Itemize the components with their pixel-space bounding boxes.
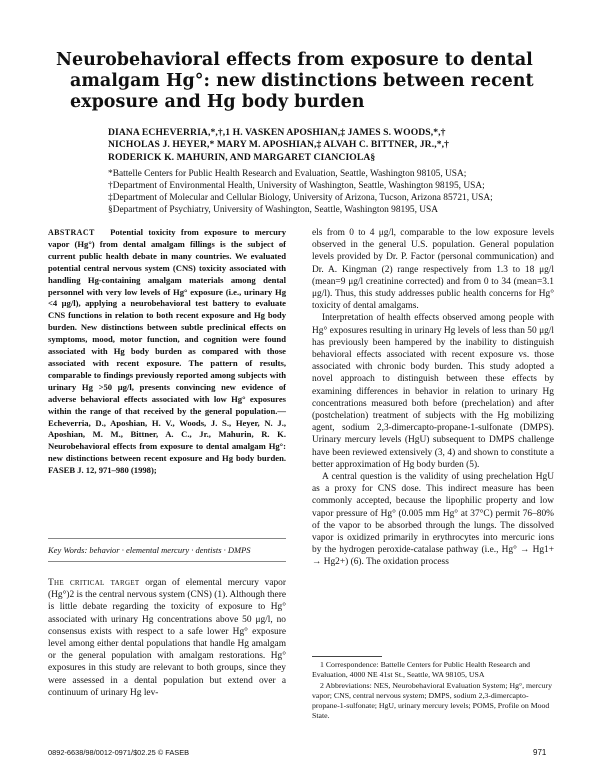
right-column [312, 227, 554, 569]
keywords: Key Words: behavior · elemental mercury · dentists · DMPS [48, 545, 251, 555]
article-title [56, 50, 536, 113]
abstract [48, 227, 286, 477]
page-number: 971 [533, 748, 547, 757]
paragraph-1: els from 0 to 4 μg/l, comparable to the low exposure levels observed in the general U.S. population. General population levels provided by Dr. P. Factor (personal communication) and Dr. A. Kingman (2) range respectively from 1.3 to 18 μg/l (mean=9 μg/l creatinine corrected) and from 0 to 34 (mean=3.1 μg/l). Thus, this study addresses public health concerns for Hg° toxicity of dental amalgams. [312, 228, 554, 312]
affiliations [108, 168, 568, 216]
author-list [108, 127, 548, 164]
affiliation-battelle: *Battelle Centers for Public Health Research and Evaluation, Seattle, Washington 98105, USA; [108, 169, 467, 179]
title-line-3: exposure and Hg body burden [70, 92, 365, 112]
intro-text: organ of elemental mercury vapor (Hg°)2 is the central nervous system (CNS) (1). Although there is little debate regarding the toxicity of exposure to Hg° associated with urinary Hg concentrations above 50 μg/l, no consensus exists with respect to a safe lower Hg° exposure level among either dental populations that handle Hg amalgam or the general population with amalgam restorations. Hg° exposures in this study are relevant to both groups, since they were assessed in a dental population but extend over a continuum of urinary Hg lev- [48, 578, 286, 698]
footnote-1: 1 Correspondence: Battelle Centers for Public Health Research and Evaluation, 4000 NE 41st St., Seattle, WA 98105, USA [312, 660, 531, 679]
abstract-text: Potential toxicity from exposure to mercury vapor (Hg°) from dental amalgam fillings is the subject of current public health debate in many countries. We evaluated potential central nervous system (CNS) toxicity associated with handling Hg-containing amalgam materials among dental personnel with very low levels of Hg° exposure (i.e., urinary Hg <4 μg/l), applying a neurobehavioral test battery to evaluate CNS functions in relation to both recent exposure and Hg body burden. New distinctions between subtle preclinical effects on symptoms, mood, motor function, and cognition were found associated with Hg body burden as compared with those associated with recent exposure. The pattern of results, comparable to findings previously reported among subjects with urinary Hg >50 μg/l, presents convincing new evidence of adverse behavioral effects associated with low Hg° exposures within the range of that received by the general population.—Echeverria, D., Aposhian, H. V., Woods, J. S., Heyer, N. J., Aposhian, M. M., Bittner, A. C., Jr., Mahurin, R. K. Neurobehavioral effects from exposure to dental amalgam Hg°: new distinctions between recent exposure and Hg body burden. FASEB J. 12, 971–980 (1998); [48, 227, 286, 476]
intro-paragraph [48, 577, 286, 699]
divider-bottom [48, 561, 286, 562]
paragraph-3: A central question is the validity of using prechelation HgU as a proxy for CNS dose. This indirect measure has been commonly accepted, because the lipophilic property and low vapor pressure of Hg° (0.005 mm Hg° at 37°C) permit 76–80% of the vapor to be absorbed through the lungs. The dissolved vapor is oxidized primarily in erythrocytes into mercuric ions by the hydrogen peroxide-catalase pathway (i.e., Hg° → Hg1+ → Hg2+) (6). The oxidation process [312, 472, 554, 568]
affiliation-env-health: †Department of Environmental Health, University of Washington, Seattle, Washington 98195, USA; [108, 181, 485, 191]
author-line-3: RODERICK K. MAHURIN, AND MARGARET CIANCIOLA§ [108, 151, 376, 163]
abstract-label: ABSTRACT [48, 228, 95, 237]
issn-copyright: 0892-6638/98/0012-0971/$02.25 © FASEB [48, 748, 190, 757]
intro-lead: The critical target [48, 578, 140, 588]
title-line-1: Neurobehavioral effects from exposure to dental [56, 50, 533, 70]
affiliation-arizona: ‡Department of Molecular and Cellular Biology, University of Arizona, Tucson, Arizona 85721, USA; [108, 193, 493, 203]
footnotes [312, 660, 554, 722]
author-line-1: DIANA ECHEVERRIA,*,†,1 H. VASKEN APOSHIAN,‡ JAMES S. WOODS,*,† [108, 127, 446, 138]
footnote-rule [312, 656, 382, 657]
affiliation-psychiatry: §Department of Psychiatry, University of Washington, Seattle, Washington 98195, USA [108, 205, 439, 215]
paragraph-2: Interpretation of health effects observed among people with Hg° exposures resulting in urinary Hg levels of less than 50 μg/l has previously been hampered by the inability to distinguish behavioral effects associated with recent exposure vs. those associated with chronic body burden. This study adopted a novel approach to distinguish between these effects by examining differences in behavior in relation to urinary Hg concentrations measured both before (prechelation) and after (postchelation) treatment of subjects with the Hg mobilizing agent, sodium 2,3-dimercapto-propane-1-sulfonate (DMPS). Urinary mercury levels (HgU) subsequent to DMPS challenge have been reviewed extensively (3, 4) and shown to constitute a better approximation of Hg body burden (5). [312, 313, 554, 470]
author-line-2: NICHOLAS J. HEYER,* MARY M. APOSHIAN,‡ ALVAH C. BITTNER, JR.,*,† [108, 139, 449, 151]
footnote-2: 2 Abbreviations: NES, Neurobehavioral Evaluation System; Hg°, mercury vapor; CNS, central nervous system; DMPS, sodium 2,3-dimercapto-propane-1-sulfonate; HgU, urinary mercury levels; POMS, Profile on Mood State. [312, 681, 552, 720]
divider-top [48, 538, 286, 539]
title-line-2: amalgam Hg°: new distinctions between recent [70, 71, 534, 91]
